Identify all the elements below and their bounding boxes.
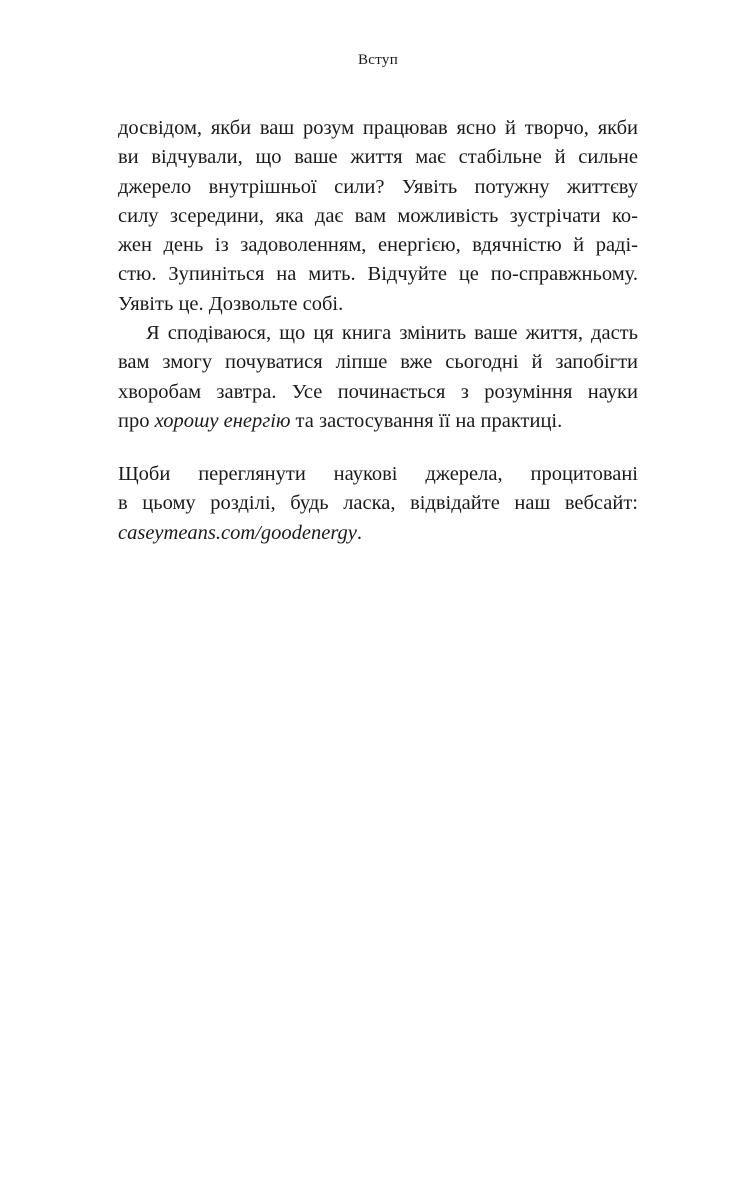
paragraph-line: хворобам завтра. Усе починається з розуміння науки <box>118 380 638 403</box>
paragraph-1 <box>118 114 638 319</box>
italic-term: хорошу енергію <box>154 409 291 432</box>
paragraph-line: досвідом, якби ваш розум працював ясно й творчо, якби <box>118 117 638 139</box>
paragraph-line: силу зсередини, яка дає вам можливість зустрічати ко- <box>118 204 638 227</box>
paragraph-line <box>118 407 638 436</box>
paragraph-line: Уявіть це. Дозвольте собі. <box>118 292 344 315</box>
paragraph-line: джерело внутрішньої сили? Уявіть потужну життєву <box>118 175 638 198</box>
line-suffix: та застосування її на практиці. <box>290 409 563 432</box>
line-prefix: про <box>118 409 155 432</box>
paragraph-line: ви відчували, що ваше життя має стабільне й сильне <box>118 146 638 169</box>
sources-note <box>118 460 638 548</box>
website-link[interactable]: caseymeans.com/goodenergy <box>118 521 357 544</box>
note-line: в цьому розділі, будь ласка, відвідайте наш вебсайт: <box>118 492 638 515</box>
main-text <box>118 114 638 436</box>
running-header: Вступ <box>357 52 399 68</box>
paragraph-line: вам змогу почуватися ліпше вже сьогодні й запобігти <box>118 351 638 374</box>
paragraph-line: жен день із задоволенням, енергією, вдячністю й раді- <box>118 234 638 257</box>
paragraph-line: стю. Зупиніться на мить. Відчуйте це по-справжньому. <box>118 263 638 286</box>
paragraph-line: Я сподіваюся, що ця книга змінить ваше життя, дасть <box>146 322 638 345</box>
paragraph-2 <box>118 319 638 436</box>
link-suffix: . <box>356 521 363 544</box>
note-line: Щоби переглянути наукові джерела, процитовані <box>118 463 638 485</box>
note-line <box>118 519 638 548</box>
